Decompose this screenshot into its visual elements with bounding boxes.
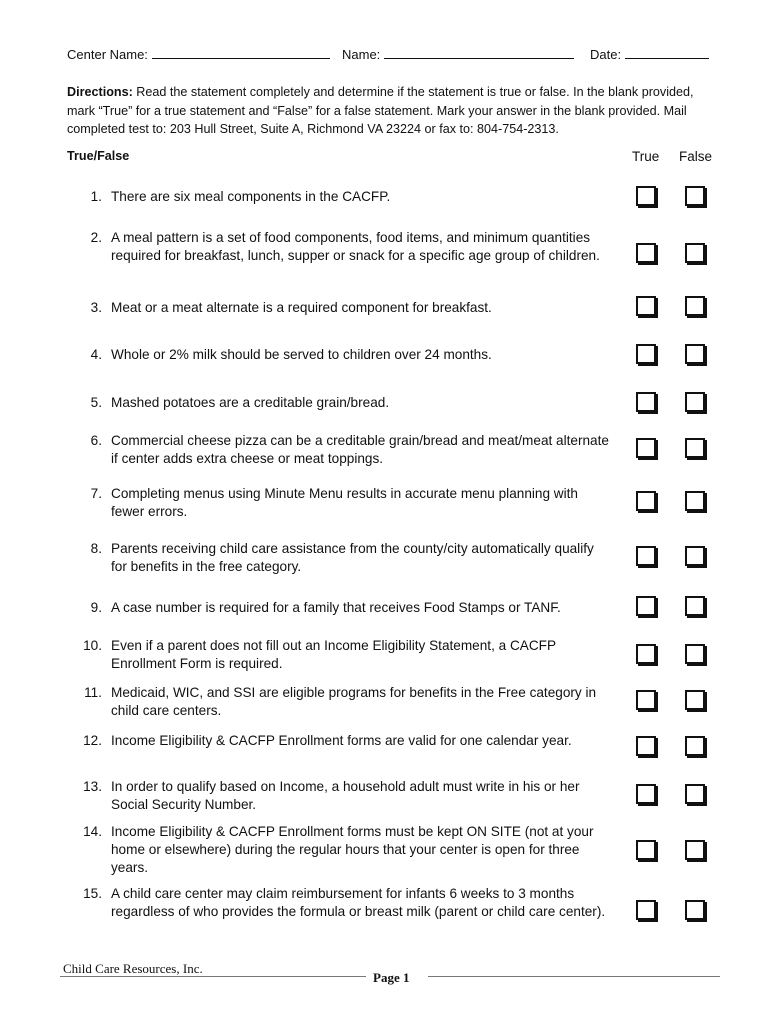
question-text: A child care center may claim reimbursement for infants 6 weeks to 3 months regardless of who provides the formula or breast milk (parent or child care center).: [111, 886, 606, 919]
false-checkbox[interactable]: [685, 690, 705, 710]
name-blank[interactable]: [384, 46, 574, 59]
true-checkbox[interactable]: [636, 784, 656, 804]
true-checkbox[interactable]: [636, 243, 656, 263]
false-checkbox[interactable]: [685, 596, 705, 616]
true-checkbox[interactable]: [636, 900, 656, 920]
question-text: Whole or 2% milk should be served to children over 24 months.: [111, 347, 492, 362]
question-text: Mashed potatoes are a creditable grain/bread.: [111, 395, 390, 410]
true-checkbox[interactable]: [636, 296, 656, 316]
question-number: 7.: [90, 486, 102, 501]
true-checkbox[interactable]: [636, 546, 656, 566]
footer-org: Child Care Resources, Inc.: [63, 961, 203, 976]
true-checkbox[interactable]: [636, 644, 656, 664]
question-text: Even if a parent does not fill out an Income Eligibility Statement, a CACFP Enrollment Form is required.: [111, 638, 556, 671]
true-checkbox[interactable]: [636, 392, 656, 412]
question-text: Income Eligibility & CACFP Enrollment forms are valid for one calendar year.: [111, 733, 572, 748]
question-text: In order to qualify based on Income, a household adult must write in his or her Social Security Number.: [111, 779, 580, 812]
name-field: [342, 46, 574, 64]
question-number: 5.: [90, 395, 102, 410]
true-checkbox[interactable]: [636, 690, 656, 710]
question-number: 11.: [84, 685, 102, 700]
false-checkbox[interactable]: [685, 243, 705, 263]
true-column-header: True: [632, 149, 660, 164]
center-name-blank[interactable]: [152, 46, 330, 59]
question-number: 13.: [83, 779, 102, 794]
question-text: Commercial cheese pizza can be a creditable grain/bread and meat/meat alternate if center adds extra cheese or meat toppings.: [111, 433, 609, 466]
question-text: Parents receiving child care assistance from the county/city automatically qualify for benefits in the free category.: [111, 541, 594, 574]
footer-divider-right: [428, 976, 720, 977]
false-checkbox[interactable]: [685, 644, 705, 664]
question-text: A meal pattern is a set of food components, food items, and minimum quantities required for breakfast, lunch, supper or snack for a specific age group of children.: [111, 230, 600, 263]
question-number: 6.: [90, 433, 102, 448]
question-number: 4.: [90, 347, 102, 362]
false-checkbox[interactable]: [685, 491, 705, 511]
center-name-label: Center Name:: [67, 47, 148, 62]
false-checkbox[interactable]: [685, 438, 705, 458]
false-checkbox[interactable]: [685, 186, 705, 206]
false-column-header: False: [679, 149, 713, 164]
false-checkbox[interactable]: [685, 840, 705, 860]
directions-lead: Directions:: [67, 85, 133, 99]
false-checkbox[interactable]: [685, 344, 705, 364]
true-checkbox[interactable]: [636, 344, 656, 364]
false-checkbox[interactable]: [685, 392, 705, 412]
question-text: Completing menus using Minute Menu results in accurate menu planning with fewer errors.: [111, 486, 578, 519]
question-text: Meat or a meat alternate is a required component for breakfast.: [111, 300, 492, 315]
date-label: Date:: [590, 47, 622, 62]
center-name-field: [67, 46, 330, 64]
false-checkbox[interactable]: [685, 784, 705, 804]
name-label: Name:: [342, 47, 381, 62]
footer-divider: [60, 976, 366, 977]
true-checkbox[interactable]: [636, 491, 656, 511]
true-checkbox[interactable]: [636, 438, 656, 458]
date-blank[interactable]: [625, 46, 709, 59]
question-number: 15.: [83, 886, 102, 901]
false-checkbox[interactable]: [685, 900, 705, 920]
question-number: 8.: [90, 541, 102, 556]
true-checkbox[interactable]: [636, 736, 656, 756]
question-text: Income Eligibility & CACFP Enrollment forms must be kept ON SITE (not at your home or elsewhere) during the regular hours that your center is open for three years.: [111, 824, 594, 875]
question-number: 9.: [90, 600, 102, 615]
false-checkbox[interactable]: [685, 546, 705, 566]
question-number: 10.: [83, 638, 102, 653]
directions: [67, 83, 717, 139]
date-field: [590, 46, 709, 64]
question-text: Medicaid, WIC, and SSI are eligible programs for benefits in the Free category in child care centers.: [111, 685, 597, 718]
question-number: 12.: [83, 733, 102, 748]
question-text: A case number is required for a family that receives Food Stamps or TANF.: [111, 600, 561, 615]
question-number: 14.: [83, 824, 102, 839]
section-title: True/False: [67, 149, 130, 163]
directions-text: Read the statement completely and determine if the statement is true or false. In the blank provided, mark “True” for a true statement and “False” for a false statement. Mark your answer in the blank provided. Mail completed test to: 203 Hull Street, Suite A, Richmond VA 23224 or fax to: 804-754-2313.: [67, 85, 694, 136]
false-checkbox[interactable]: [685, 736, 705, 756]
question-number: 3.: [90, 300, 102, 315]
true-checkbox[interactable]: [636, 186, 656, 206]
page-number: Page 1: [373, 970, 410, 985]
true-checkbox[interactable]: [636, 596, 656, 616]
false-checkbox[interactable]: [685, 296, 705, 316]
question-text: There are six meal components in the CACFP.: [111, 189, 391, 204]
question-number: 1.: [90, 189, 102, 204]
question-number: 2.: [90, 230, 102, 245]
true-checkbox[interactable]: [636, 840, 656, 860]
